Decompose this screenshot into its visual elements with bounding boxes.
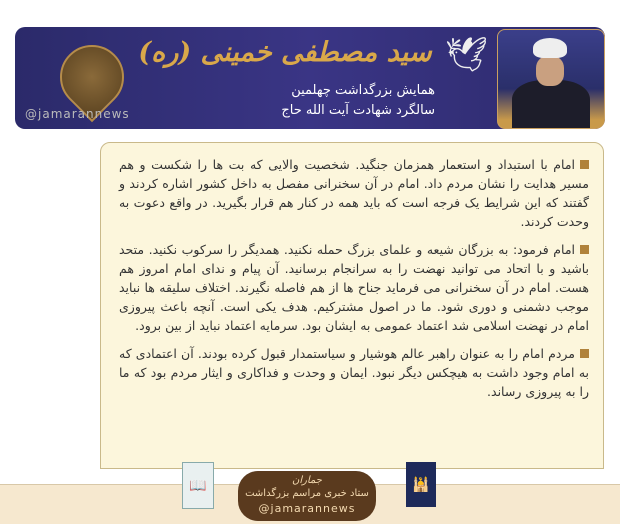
banner-title: سید مصطفی خمینی (ره) — [138, 37, 432, 68]
bullet-icon — [580, 349, 589, 358]
shrine-logo-icon: 🕌 — [406, 462, 436, 507]
bullet-icon — [580, 245, 589, 254]
paragraph — [119, 344, 589, 401]
paragraph-text: امام فرمود: به بزرگان شیعه و علمای بزرگ حمله نکنید. همدیگر را سرکوب نکنید. متحد باشید و با اتحاد می توانید نهضت را به سرانجام برسانید. آن پیام و ندای امام امروز هم هست. امام در آن سخنرانی می فرماید جناح ها از هم فاصله نگیرند. اختلاف سلیقه ها نباید موجب دشمنی و دوری شود. ما در اصول مشترکیم. هدف یکی است. آنچه باعث پیروزی امام در نهضت اسلامی شد اعتماد عمومی به ایشان بود. سرمایه اعتماد نباید از بین برود. — [119, 242, 589, 333]
footer-line: ستاد خبری مراسم بزرگداشت — [245, 488, 369, 499]
bullet-icon — [580, 160, 589, 169]
footer — [0, 470, 620, 523]
banner-handle: @jamarannews — [25, 107, 130, 121]
footer-handle: @jamarannews — [258, 502, 356, 515]
dove-icon: 🕊 — [445, 35, 489, 75]
subtitle-line-2: سالگرد شهادت آیت الله حاج — [281, 103, 435, 118]
footer-brand: جماران — [292, 475, 322, 486]
speaker-photo — [497, 29, 605, 129]
banner-subtitle — [255, 81, 435, 121]
paragraph — [119, 240, 589, 335]
header-banner — [15, 27, 605, 129]
paragraph-text: مردم امام را به عنوان راهبر عالم هوشیار و سیاستمدار قبول کرده بودند. آن اعتمادی که به امام وجود داشت به هیچکس دیگر نبود. ایمان و وحدت و فداکاری و ایثار مردم بود که ما را به پیروزی رساند. — [119, 346, 589, 399]
paragraph — [119, 155, 589, 231]
paragraph-text: امام با استبداد و استعمار همزمان جنگید. شخصیت والایی که بت ها را شکست و هم مسیر هدایت را نشان مردم داد. امام در آن سخنرانی مفصل به داخل کشور اشاره کردند و گفتند که این شرایط یک فرجه است که باید همه در کنار هم قرار بگیرید. در واقع دعوت به وحدت کردند. — [119, 157, 589, 229]
quote-box — [100, 142, 604, 469]
subtitle-line-1: همایش بزرگداشت چهلمین — [291, 83, 435, 98]
institute-logo-icon: 📖 — [182, 462, 214, 509]
footer-badge — [238, 471, 376, 521]
